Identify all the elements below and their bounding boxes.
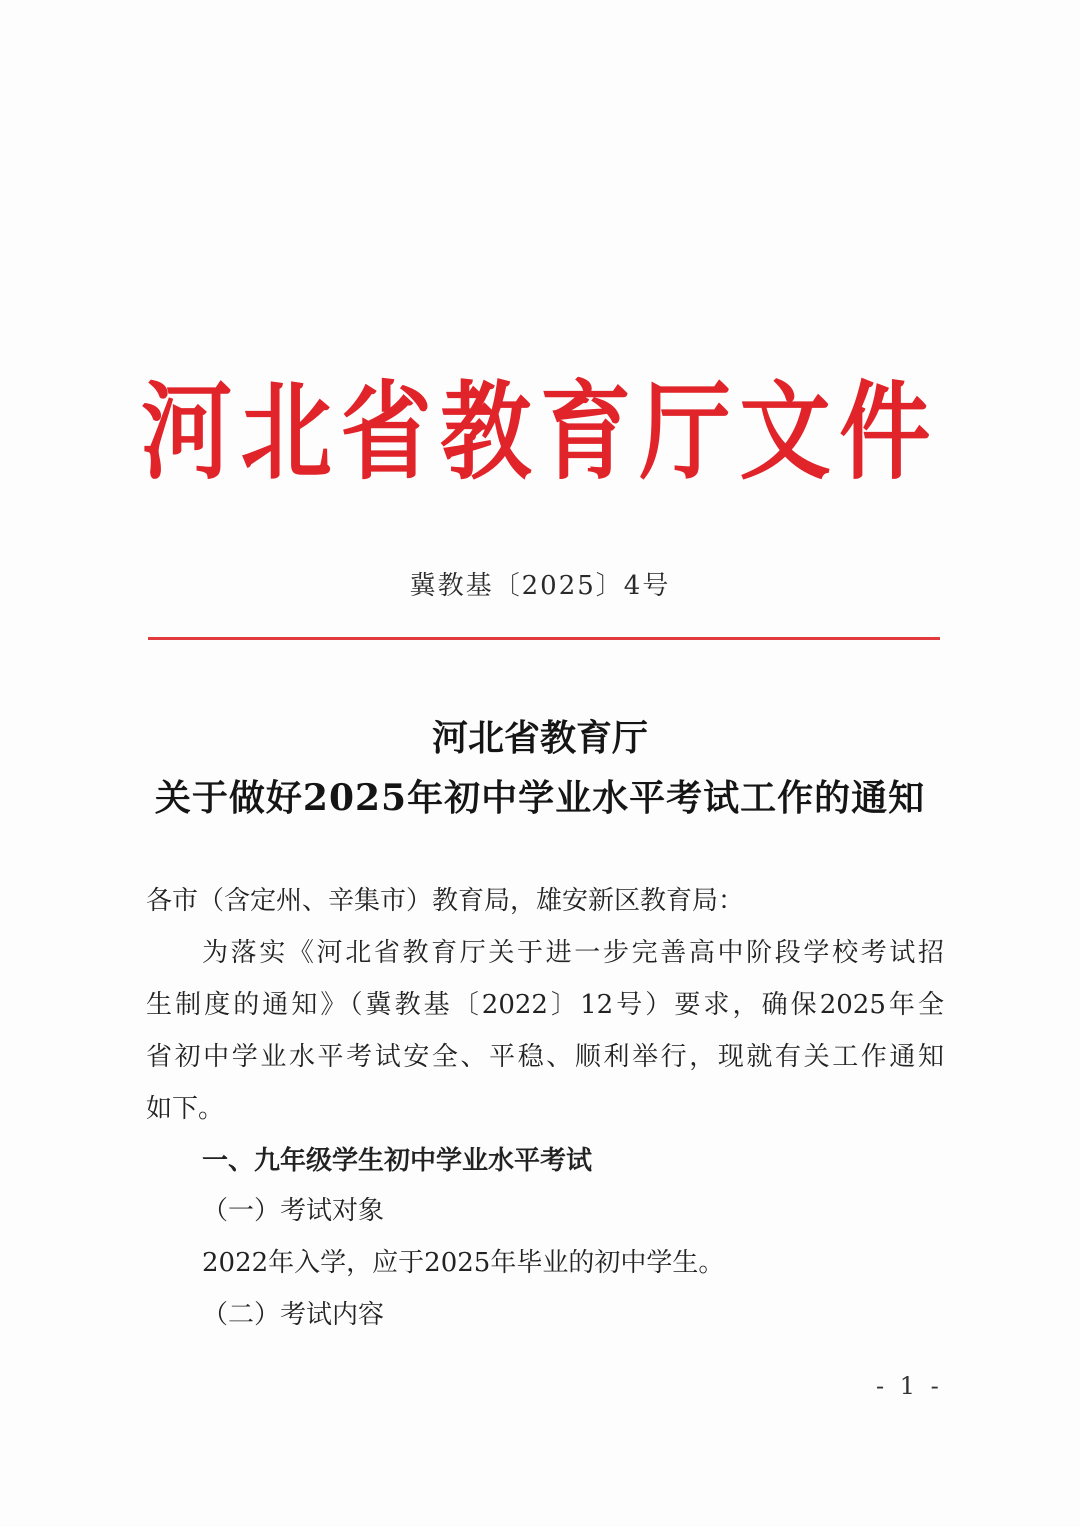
body-line-2: 生制度的通知》（冀教基〔2022〕12号）要求，确保2025年全 [146, 990, 944, 1020]
salutation: 各市（含定州、辛集市）教育局，雄安新区教育局： [146, 886, 745, 916]
subsection-text-1: 2022年入学，应于2025年毕业的初中学生。 [202, 1248, 725, 1278]
masthead-title: 河北省教育厅文件 [140, 371, 940, 494]
section-heading-1: 一、九年级学生初中学业水平考试 [202, 1146, 593, 1176]
notice-title-subject: 关于做好2025年初中学业水平考试工作的通知 [154, 777, 926, 819]
body-line-4: 如下。 [146, 1094, 225, 1124]
subsection-heading-2: （二）考试内容 [202, 1300, 385, 1330]
body-line-3: 省初中学业水平考试安全、平稳、顺利举行，现就有关工作通知 [146, 1042, 944, 1072]
body-line-1: 为落实《河北省教育厅关于进一步完善高中阶段学校考试招 [202, 938, 944, 968]
page-number: - 1 - [876, 1372, 943, 1400]
notice-title-issuer: 河北省教育厅 [431, 717, 648, 759]
document-number: 冀教基〔2025〕4号 [409, 571, 671, 601]
red-divider [148, 637, 940, 640]
subsection-heading-1: （一）考试对象 [202, 1196, 385, 1226]
